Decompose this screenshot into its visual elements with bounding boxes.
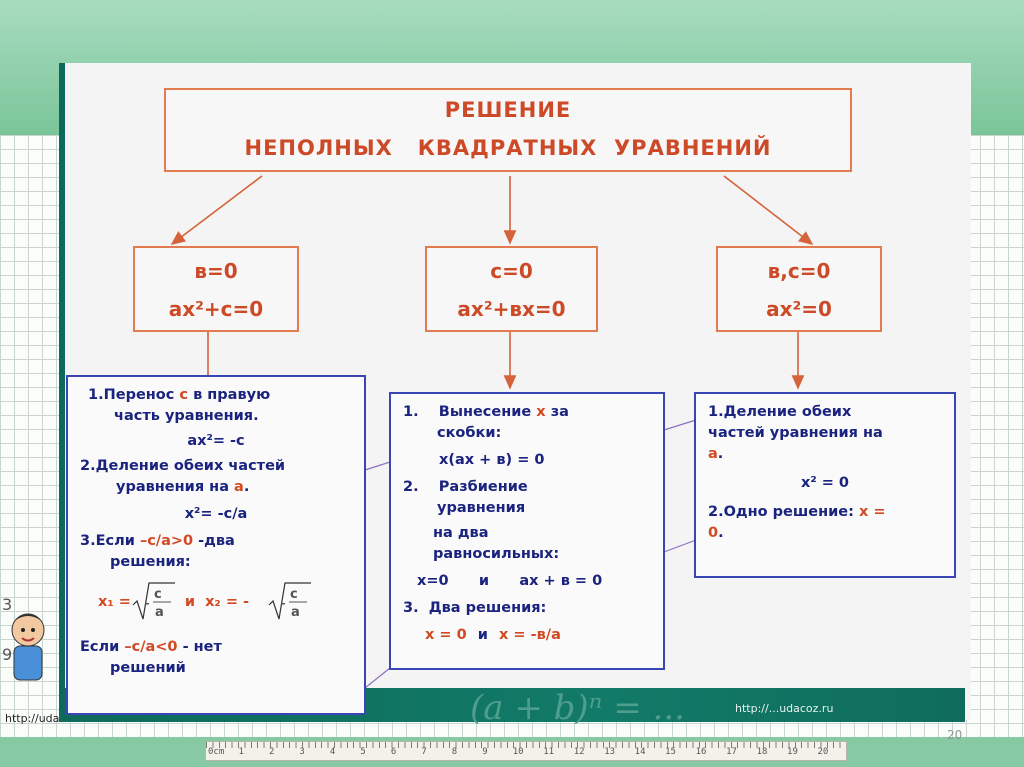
case-box-b-zero: [133, 246, 299, 332]
sqrt-symbol-2: [267, 581, 311, 623]
step-text: в правую: [188, 387, 271, 403]
step-1-equation: х(ах + в) = 0: [439, 452, 545, 468]
frac-denominator: а: [291, 605, 300, 620]
highlight-var: а: [708, 446, 718, 462]
step-1: [403, 402, 651, 444]
roots-formula: [98, 581, 352, 623]
highlight-var: с: [179, 387, 189, 403]
step-text: 2.Деление обеих частей: [80, 458, 286, 474]
step-text: решения:: [110, 554, 191, 570]
solution-box-c-zero: [389, 392, 665, 670]
ruler-label: 4: [329, 747, 336, 757]
highlight-var: а: [234, 479, 244, 495]
step-3: [80, 531, 352, 573]
highlight-condition: –с/а<0: [124, 639, 178, 655]
root-x1-label: х₁ =: [98, 593, 131, 610]
ruler-label: 18: [756, 747, 768, 757]
faded-formula-decoration: (а + b)ⁿ = ...: [470, 688, 685, 728]
step-text: скобки:: [437, 425, 502, 441]
ruler-label: 7: [421, 747, 427, 757]
step-1-equation: ах²= -с: [187, 433, 245, 449]
step-text: - нет: [177, 639, 222, 655]
sqrt-symbol-1: [131, 581, 175, 623]
ruler-label: 9: [482, 747, 488, 757]
case-condition: в,с=0: [767, 259, 831, 283]
ruler-label: 5: [360, 747, 366, 757]
step-text: .: [717, 446, 724, 462]
link-line-2: [365, 668, 390, 688]
ruler-label: 20: [817, 747, 829, 757]
link-line-1: [365, 462, 390, 470]
case-equation: ах²=0: [766, 297, 832, 321]
step-text: .: [243, 479, 250, 495]
step-text: уравнения: [437, 500, 526, 516]
ruler-label: 16: [695, 747, 707, 757]
step-text: Если: [80, 639, 125, 655]
title-line-2: НЕПОЛНЫХ КВАДРАТНЫХ УРАВНЕНИЙ: [244, 136, 772, 160]
page-number: 20: [947, 728, 963, 742]
ruler-label: 1: [238, 747, 244, 757]
ruler-label: 0cm: [208, 747, 225, 757]
step-text: уравнения на: [116, 479, 235, 495]
step-2: [403, 477, 651, 565]
step-1-equation: х² = 0: [800, 475, 850, 491]
step-2: [80, 456, 352, 498]
ruler-label: 15: [665, 747, 676, 757]
case-equation: ах²+с=0: [168, 297, 264, 321]
svg-text:3: 3: [2, 595, 13, 614]
ruler-label: 2: [268, 747, 275, 757]
solution-box-bc-zero: [694, 392, 956, 578]
step-1: [80, 385, 352, 427]
ruler-label: 3: [299, 747, 305, 757]
step-3: 3. Два решения:: [403, 600, 547, 616]
step-text: на два: [433, 525, 489, 541]
step-text-line: [80, 477, 352, 498]
ruler-label: 8: [451, 747, 458, 757]
step-text: решений: [110, 660, 186, 676]
case-condition: в=0: [194, 259, 238, 283]
ruler-label: 10: [512, 747, 524, 757]
step-text: 1. Вынесение: [403, 404, 537, 420]
step-text: -два: [193, 533, 235, 549]
step-4: [80, 637, 352, 679]
step-1: [708, 402, 942, 465]
slide-url: http://...udacoz.ru: [735, 702, 834, 715]
svg-text:9: 9: [2, 645, 13, 664]
link-line-3: [664, 420, 696, 430]
ruler-label: 6: [390, 747, 397, 757]
step-text: .: [718, 525, 724, 541]
case-box-c-zero: [425, 246, 598, 332]
step-3-equation: [403, 625, 651, 646]
link-line-4: [664, 540, 696, 552]
ruler-label: 11: [543, 747, 555, 757]
arrow-title-left: [172, 176, 262, 244]
step-2-equation: х²= -с/а: [184, 506, 248, 522]
highlight-condition: –с/а>0: [139, 533, 194, 549]
frac-minus: -: [281, 597, 286, 610]
step-text: за: [545, 404, 569, 420]
case-box-bc-zero: [716, 246, 882, 332]
frac-numerator: с: [290, 587, 298, 602]
case-condition: с=0: [490, 259, 533, 283]
title-box: [164, 88, 852, 172]
step-text: часть уравнения.: [114, 408, 259, 424]
step-text: равносильных:: [433, 546, 560, 562]
step-text: 2.Одно решение:: [708, 504, 859, 520]
ruler-label: 19: [787, 747, 798, 757]
title-line-1: РЕШЕНИЕ: [444, 98, 572, 122]
frac-denominator: а: [154, 605, 164, 620]
and-word: и: [184, 593, 196, 610]
step-text: 1.Перенос: [88, 387, 180, 403]
and-word: и: [477, 627, 488, 643]
step-text: 1.Деление обеих: [708, 404, 852, 420]
ruler-label: 12: [573, 747, 585, 757]
step-2: [708, 502, 942, 544]
solution-box-b-zero: [66, 375, 366, 715]
ruler-label: 13: [604, 747, 616, 757]
case-equation: ах²+вх=0: [457, 297, 566, 321]
ruler-label: 17: [726, 747, 737, 757]
step-text: частей уравнения на: [708, 425, 883, 441]
step-text: 2. Разбиение: [403, 479, 528, 495]
ruler-label: 14: [634, 747, 646, 757]
step-text: 3.Если: [80, 533, 140, 549]
frac-numerator: с: [153, 587, 162, 602]
arrow-title-right: [724, 176, 812, 244]
highlight-var: х =: [858, 504, 886, 520]
root-equation: х = -в/а: [498, 627, 561, 643]
left-url: http://uda: [5, 712, 60, 725]
highlight-var: х: [536, 404, 546, 420]
frac-minus: -: [144, 597, 150, 610]
root-equation: х = 0: [425, 627, 467, 643]
step-2-equation: х=0 и ах + в = 0: [417, 573, 603, 589]
root-x2-label: х₂ = -: [205, 593, 250, 610]
highlight-var: 0: [708, 525, 719, 541]
